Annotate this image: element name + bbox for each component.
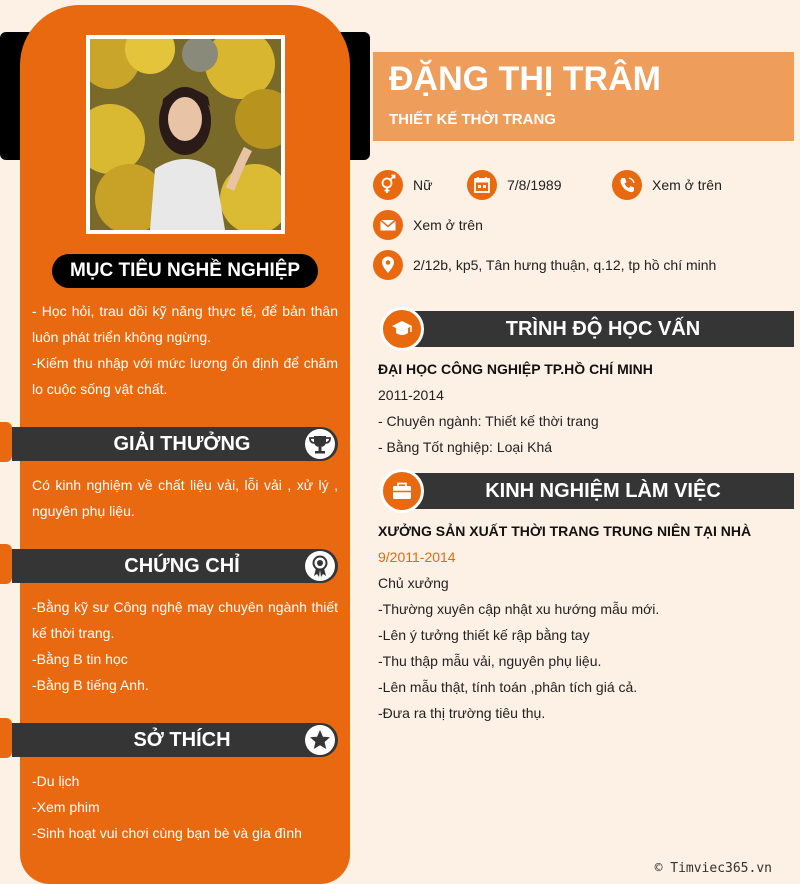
- experience-role: Chủ xưởng: [378, 575, 449, 591]
- profile-photo: [86, 35, 285, 234]
- certificate-line: -Bằng B tin học: [32, 651, 128, 667]
- experience-period: 9/2011-2014: [378, 549, 456, 565]
- experience-detail: -Lên ý tưởng thiết kế rập bằng tay: [378, 627, 590, 643]
- experience-detail: -Đưa ra thị trường tiêu thụ.: [378, 705, 546, 721]
- awards-text: [32, 472, 338, 524]
- hobby-line: -Du lịch: [32, 773, 80, 789]
- certificate-line: -Bằng B tiếng Anh.: [32, 677, 149, 693]
- calendar-icon: [467, 170, 497, 200]
- school-name: ĐẠI HỌC CÔNG NGHIỆP TP.HỒ CHÍ MINH: [378, 361, 653, 377]
- awards-title: GIẢI THƯỞNG: [113, 433, 251, 455]
- career-goal-title: MỤC TIÊU NGHỀ NGHIỆP: [52, 254, 318, 288]
- education-detail: - Chuyên ngành: Thiết kế thời trang: [378, 413, 599, 429]
- footer-watermark: © Timviec365.vn: [654, 861, 772, 876]
- trophy-icon: [305, 429, 335, 459]
- experience-body: [378, 518, 788, 726]
- hobbies-title: SỞ THÍCH: [133, 729, 231, 751]
- certificates-title: CHỨNG CHỈ: [124, 555, 240, 577]
- name-header: [373, 52, 794, 141]
- certificates-text: [32, 594, 338, 698]
- hobby-line: -Sinh hoạt vui chơi cùng bạn bè và gia đình: [32, 825, 302, 841]
- hobbies-text: [32, 768, 338, 846]
- hobbies-header: [12, 723, 338, 757]
- experience-title: KINH NGHIỆM LÀM VIỆC: [485, 480, 721, 502]
- phone-value: Xem ở trên: [652, 177, 722, 193]
- awards-header: [12, 427, 338, 461]
- awards-line: Có kinh nghiệm về chất liệu vải, lỗi vải , xử lý , nguyên phụ liệu.: [32, 477, 338, 519]
- gender-value: Nữ: [413, 177, 433, 193]
- certificate-line: -Bằng kỹ sư Công nghệ may chuyên ngành thiết kế thời trang.: [32, 599, 338, 641]
- email-icon: [373, 210, 403, 240]
- education-period: 2011-2014: [378, 387, 444, 403]
- career-goal-line: -Kiếm thu nhập với mức lương ổn định để chăm lo cuộc sống vật chất.: [32, 355, 338, 397]
- gender-icon: [373, 170, 403, 200]
- company-name: XƯỞNG SẢN XUẤT THỜI TRANG TRUNG NIÊN TẠI NHÀ: [378, 523, 752, 539]
- career-goal-text: [32, 298, 338, 402]
- education-title: TRÌNH ĐỘ HỌC VẤN: [505, 318, 701, 340]
- awards-notch: [0, 422, 12, 462]
- education-body: [378, 356, 788, 460]
- education-header: [392, 311, 794, 347]
- experience-detail: -Lên mẫu thật, tính toán ,phân tích giá cả.: [378, 679, 638, 695]
- full-name: ĐẶNG THỊ TRÂM: [389, 60, 661, 98]
- medal-icon: [305, 551, 335, 581]
- education-detail: - Bằng Tốt nghiệp: Loại Khá: [378, 439, 553, 455]
- location-icon: [373, 250, 403, 280]
- certificates-header: [12, 549, 338, 583]
- job-title: THIẾT KẾ THỜI TRANG: [389, 111, 556, 128]
- briefcase-icon: [380, 469, 424, 513]
- career-goal-line: - Học hỏi, trau dồi kỹ năng thực tế, để bản thân luôn phát triển không ngừng.: [32, 303, 338, 345]
- birthday-value: 7/8/1989: [507, 177, 562, 193]
- experience-detail: -Thu thập mẫu vải, nguyên phụ liệu.: [378, 653, 602, 669]
- hobby-line: -Xem phim: [32, 799, 100, 815]
- phone-icon: [612, 170, 642, 200]
- graduation-cap-icon: [380, 307, 424, 351]
- certificates-notch: [0, 544, 12, 584]
- hobbies-notch: [0, 718, 12, 758]
- address-value: 2/12b, kp5, Tân hưng thuận, q.12, tp hồ chí minh: [413, 257, 717, 273]
- experience-header: [392, 473, 794, 509]
- email-value: Xem ở trên: [413, 217, 483, 233]
- star-icon: [305, 725, 335, 755]
- experience-detail: -Thường xuyên cập nhật xu hướng mẫu mới.: [378, 601, 660, 617]
